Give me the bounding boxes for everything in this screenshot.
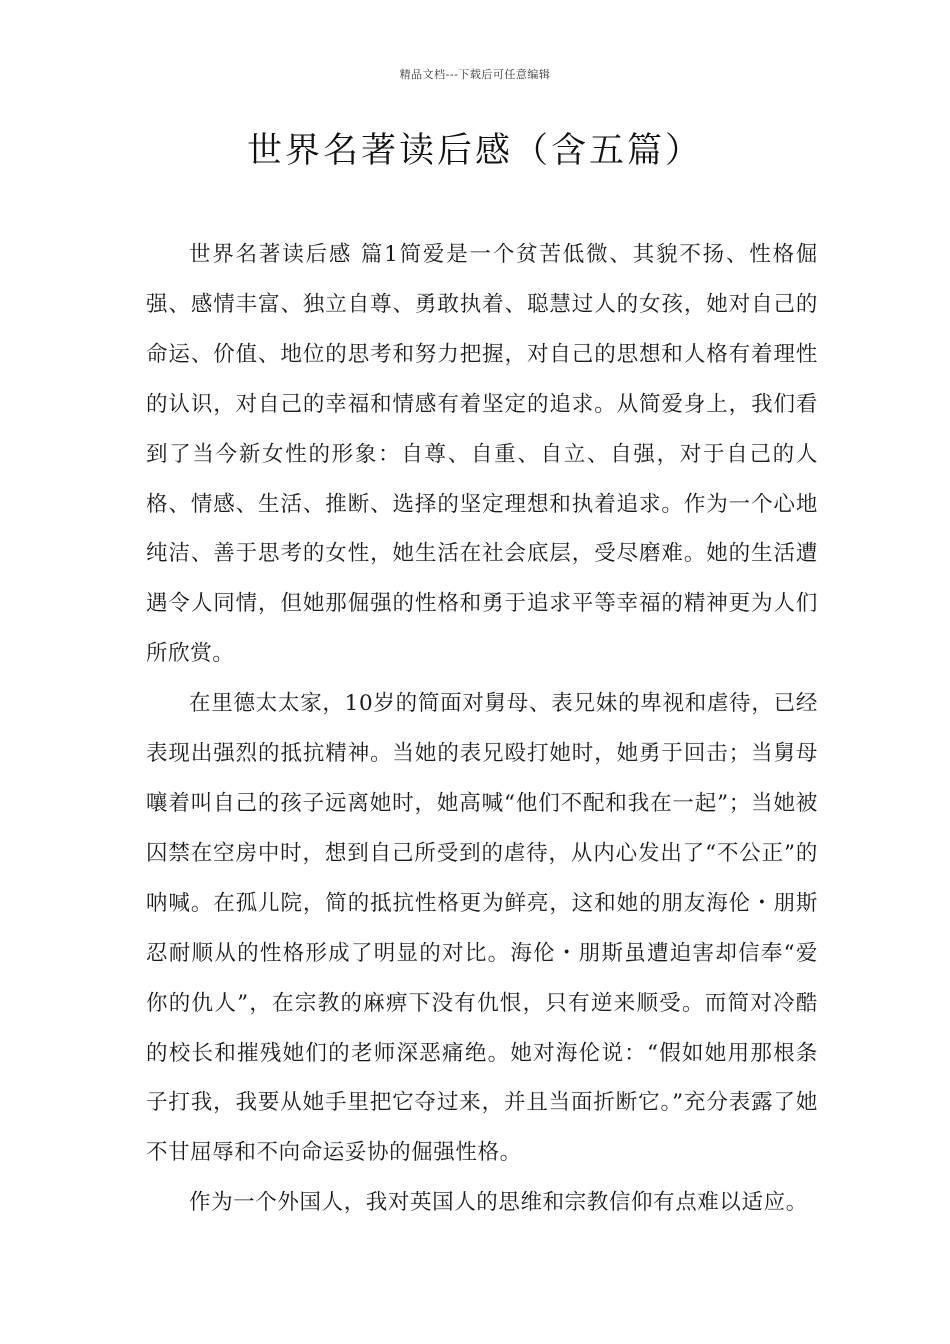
- paragraph: 世界名著读后感 篇1简爱是一个贫苦低微、其貌不扬、性格倔强、感情丰富、独立自尊、勇敢执着、聪慧过人的女孩，她对自己的命运、价值、地位的思考和努力把握，对自己的思想和人格有着理性的认识，对自己的幸福和情感有着坚定的追求。从简爱身上，我们看到了当今新女性的形象：自尊、自重、自立、自强，对于自己的人格、情感、生活、推断、选择的坚定理想和执着追求。作为一个心地纯洁、善于思考的女性，她生活在社会底层，受尽磨难。她的生活遭遇令人同情，但她那倔强的性格和勇于追求平等幸福的精神更为人们所欣赏。: [146, 242, 818, 667]
- document-title: 世界名著读后感（含五篇）: [246, 131, 703, 171]
- paragraph: 作为一个外国人，我对英国人的思维和宗教信仰有点难以适应。: [189, 1190, 808, 1216]
- document-body: [146, 230, 818, 1228]
- paragraph: 在里德太太家，10岁的简面对舅母、表兄妹的卑视和虐待，已经表现出强烈的抵抗精神。当她的表兄殴打她时，她勇于回击；当舅母嚷着叫自己的孩子远离她时，她高喊“他们不配和我在一起”；当她被囚禁在空房中时，想到自己所受到的虐待，从内心发出了“不公正”的呐喊。在孤儿院，简的抵抗性格更为鲜亮，这和她的朋友海伦・朋斯忍耐顺从的性格形成了明显的对比。海伦・朋斯虽遭迫害却信奉“爱你的仇人”，在宗教的麻痹下没有仇恨，只有逆来顺受。而简对冷酷的校长和摧残她们的老师深恶痛绝。她对海伦说：“假如她用那根条子打我，我要从她手里把它夺过来，并且当面折断它。”充分表露了她不甘屈辱和不向命运妥协的倔强性格。: [146, 691, 818, 1166]
- header-note: 精品文档---下载后可任意编辑: [399, 68, 551, 81]
